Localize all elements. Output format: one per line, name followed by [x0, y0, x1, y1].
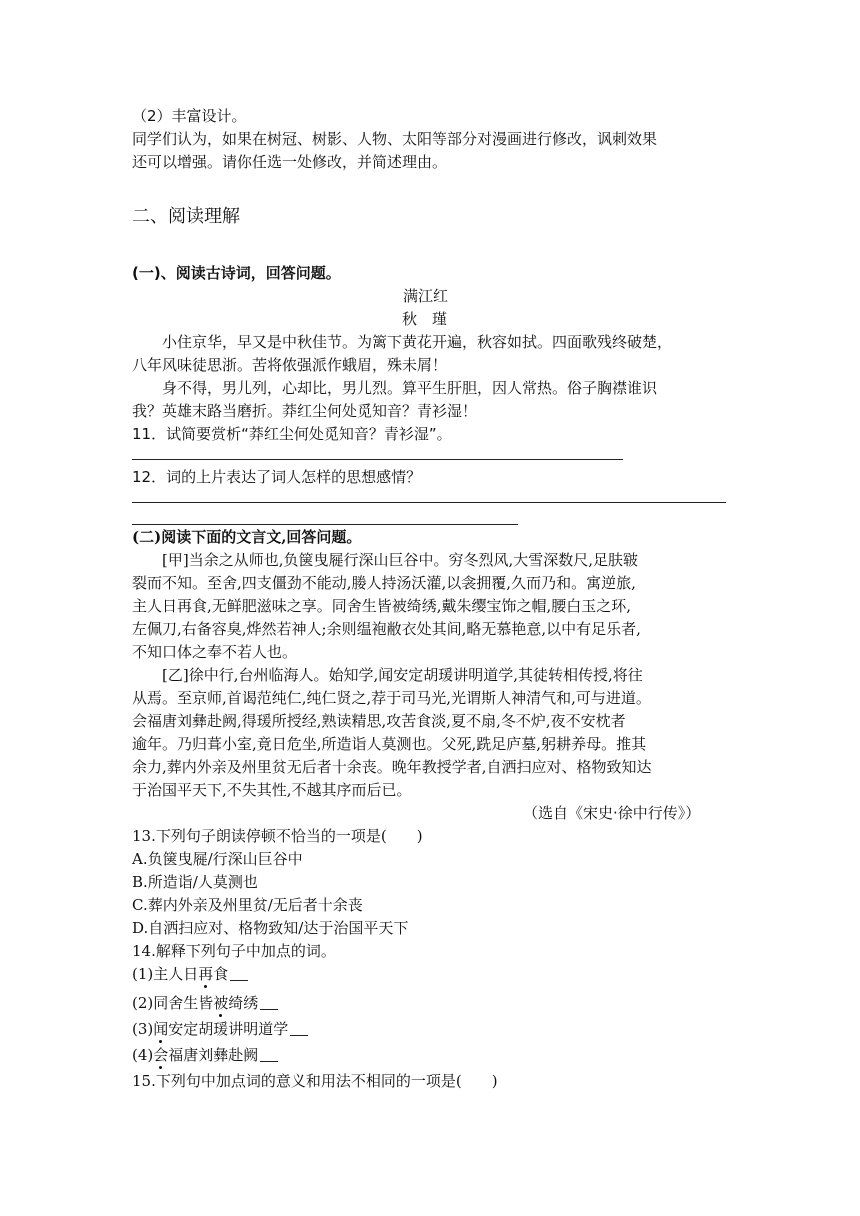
option-d[interactable]: D.自洒扫应对、格物致知/达于治国平天下	[132, 919, 409, 937]
design-heading: （2）丰富设计。	[132, 107, 247, 125]
poem-title: 满江红	[403, 287, 449, 305]
prose-line: 左佩刀,右备容臭,烨然若神人;余则缊袍敝衣处其间,略无慕艳意,以中有足乐者,	[132, 620, 641, 638]
answer-blank[interactable]	[230, 966, 248, 981]
poem-line: 身不得，男儿列，心却比，男儿烈。算平生肝胆，因人常热。俗子胸襟谁识	[132, 379, 658, 397]
part1-heading: (一)、阅读古诗词，回答问题。	[132, 264, 341, 282]
poem-line: 小住京华，早又是中秋佳节。为篱下黄花开遍，秋容如拭。四面歌残终破楚，	[132, 333, 673, 351]
section-title: 二、阅读理解	[132, 206, 240, 227]
dotted-word: 会	[153, 1046, 169, 1064]
poem-line: 八年风味徒思浙。苦将侬强派作蛾眉，殊未屑！	[132, 356, 448, 374]
prose-line: 逾年。乃归葺小室,竟日危坐,所造诣人莫测也。父死,跣足庐墓,躬耕养母。推其	[132, 735, 647, 753]
dotted-word: 闻	[153, 1020, 169, 1038]
option-a[interactable]: A.负箧曳屣/行深山巨谷中	[132, 850, 303, 868]
q14-item-text: 食	[213, 965, 229, 983]
answer-blank[interactable]	[260, 1047, 278, 1062]
q14-item-1	[132, 963, 248, 985]
answer-blank[interactable]	[290, 1021, 308, 1036]
prose-line: 从焉。至京师,首谒范纯仁,纯仁贤之,荐于司马光,光谓斯人神清气和,可与进道。	[132, 689, 651, 707]
q14-item-text: (2)同舍生皆	[132, 994, 214, 1012]
q14-item-text: 安定胡瑗讲明道学	[168, 1020, 289, 1038]
option-b[interactable]: B.所造诣/人莫测也	[132, 873, 258, 891]
prose-line: 于治国平天下,不失其性,不越其序而后已。	[132, 781, 412, 799]
q14-item-3	[132, 1018, 308, 1040]
prose-line: 会福唐刘彝赴阙,得瑗所授经,熟读精思,攻苦食淡,夏不扇,冬不炉,夜不安枕者	[132, 712, 626, 730]
q14-item-text: (3)	[132, 1020, 154, 1038]
poem-author: 秋 瑾	[402, 310, 448, 328]
prose-line: [甲]当余之从师也,负箧曳屣行深山巨谷中。穷冬烈风,大雪深数尺,足肤皲	[132, 551, 639, 569]
prose-line: 主人日再食,无鲜肥滋味之享。同舍生皆被绮绣,戴朱缨宝饰之帽,腰白玉之环,	[132, 597, 632, 615]
source-citation: （选自《宋史·徐中行传》）	[523, 804, 701, 822]
q14-item-text: 绮绣	[228, 994, 259, 1012]
prose-line: [乙]徐中行,台州临海人。始知学,闻安定胡瑗讲明道学,其徒转相传授,将往	[132, 666, 643, 684]
answer-line-11[interactable]	[132, 459, 623, 460]
q14-item-text: (4)	[132, 1046, 154, 1064]
prose-line: 余力,葬内外亲及州里贫无后者十余丧。晚年教授学者,自洒扫应对、格物致知达	[132, 758, 652, 776]
q14-item-text: (1)主人日	[132, 965, 199, 983]
q14-item-4	[132, 1044, 278, 1066]
design-line-1: 同学们认为，如果在树冠、树影、人物、太阳等部分对漫画进行修改，讽刺效果	[132, 130, 658, 148]
question-11: 11．试简要赏析“莽红尘何处觅知音？青衫湿”。	[132, 425, 452, 443]
design-line-2: 还可以增强。请你任选一处修改，并简述理由。	[132, 153, 448, 171]
answer-blank[interactable]	[260, 995, 278, 1010]
dotted-word: 再	[198, 965, 214, 983]
answer-line-12b[interactable]	[132, 524, 518, 525]
prose-line: 裂而不知。至舍,四支僵劲不能动,媵人持汤沃灌,以衾拥覆,久而乃和。寓逆旅,	[132, 574, 636, 592]
answer-line-12a[interactable]	[132, 502, 726, 503]
part2-heading: (二)阅读下面的文言文,回答问题。	[132, 528, 362, 546]
question-14: 14.解释下列句子中加点的词。	[132, 942, 336, 960]
poem-line: 我？英雄末路当磨折。莽红尘何处觅知音？青衫湿！	[132, 402, 478, 420]
q14-item-2	[132, 992, 278, 1014]
question-13: 13.下列句子朗读停顿不恰当的一项是( )	[132, 827, 423, 845]
q14-item-text: 福唐刘彝赴阙	[168, 1046, 259, 1064]
question-12: 12．词的上片表达了词人怎样的思想感情？	[132, 468, 422, 486]
dotted-word: 被	[213, 994, 229, 1012]
question-15: 15.下列句中加点词的意义和用法不相同的一项是( )	[132, 1072, 498, 1090]
option-c[interactable]: C.葬内外亲及州里贫/无后者十余丧	[132, 896, 363, 914]
prose-line: 不知口体之奉不若人也。	[132, 643, 298, 661]
